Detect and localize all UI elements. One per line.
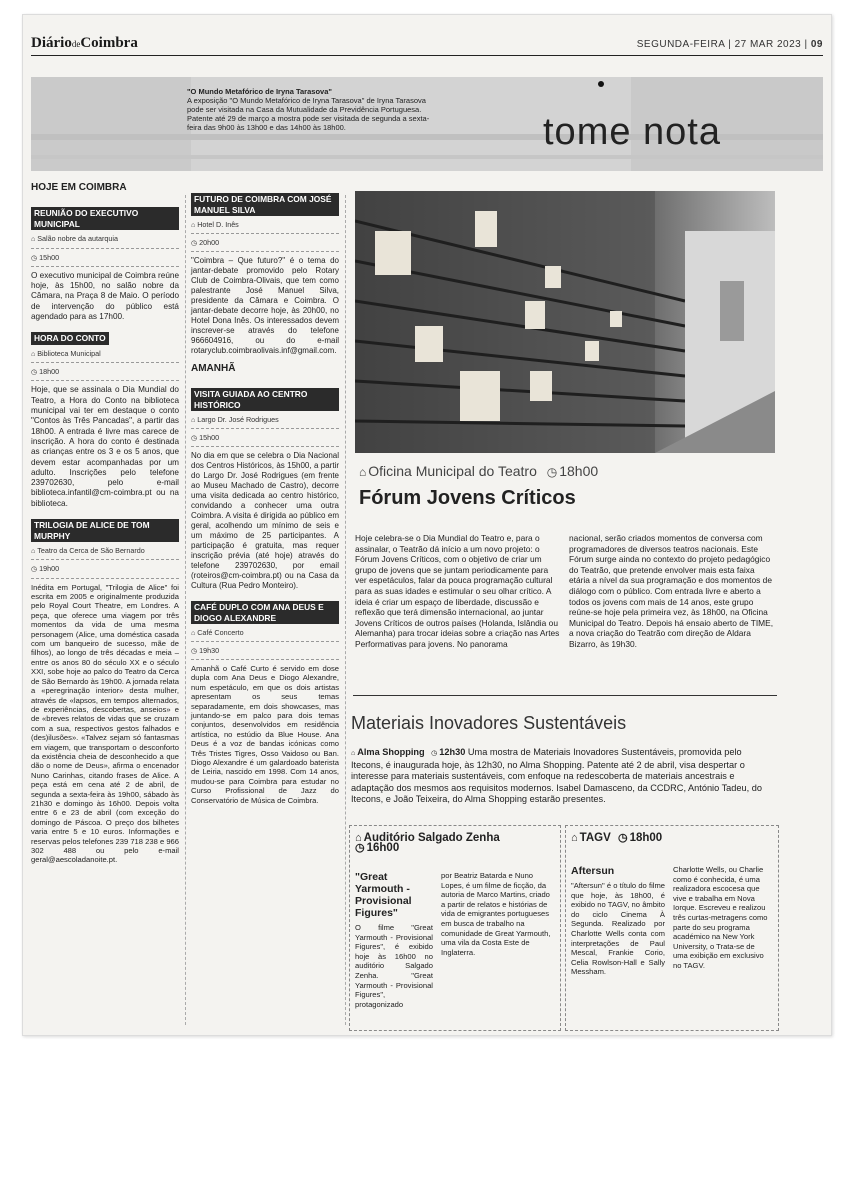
clock-icon: ◷ <box>355 842 365 855</box>
event-place-cafe-duplo <box>191 626 339 642</box>
materiais-heading: Materiais Inovadores Sustentáveis <box>351 713 627 733</box>
location-icon: ⌂ <box>355 832 362 844</box>
salgado-text-right: por Beatriz Batarda e Nuno Lopes, é um filme de ficção, da autoria de Marco Martins, criado a partir de relatos e histórias de vida de emigrantes portugueses em busca de trabalho na comunidade de Great Yarmouth, uma vila da Costa Este de Inglaterra. <box>441 871 551 957</box>
feature-place: Oficina Municipal do Teatro <box>368 463 537 479</box>
location-icon: ⌂ <box>31 236 36 244</box>
date-text: SEGUNDA-FEIRA | 27 MAR 2023 | <box>636 39 808 50</box>
clock-icon: ◷ <box>191 435 198 442</box>
event-title-cafe-duplo: CAFÉ DUPLO COM ANA DEUS E DIOGO ALEXANDRE <box>191 601 339 624</box>
event-place-futuro <box>191 218 339 234</box>
section-title: tome nota <box>543 111 721 153</box>
bookshelf-photo-graphic <box>355 191 775 453</box>
feature-body-left: Hoje celebra-se o Dia Mundial do Teatro e, para o assinalar, o Teatrão dá início a um novo projeto: o Fórum Jovens Críticos, com o objetivo de criar um grupo de jovens que se juntam periodicamente para ver espetáculos, falar da pouca programação cultural para as suas idades e estimular o seu olhar crítico. A ideia é criar um espaço de liberdade, discussão e reflexão que terá dimensão internacional, ao juntar Jovens Críticos de outros países (Holanda, Islândia ou Alemanha) para trocar ideias sobre a criação nas Artes Performativas para jovens. No panorama <box>355 533 560 649</box>
place-text: Largo Dr. José Rodrigues <box>197 415 279 424</box>
event-time-futuro <box>191 236 339 252</box>
tagv-text-right: Charlotte Wells, ou Charlie como é conhecida, é uma realizadora escocesa que vive e trabalha em Nova Iorque. Escreveu e realizou três curtas-metragens como parte do seu programa académico na New York University, o Trata-se de uma exibição em exclusivo no TAGV. <box>673 865 768 970</box>
materiais-time: 12h30 <box>439 747 466 757</box>
event-time-cafe-duplo <box>191 644 339 660</box>
location-icon: ⌂ <box>191 630 196 637</box>
tagv-time: 18h00 <box>629 832 663 844</box>
exhibition-note <box>187 87 437 132</box>
feature-kicker <box>359 463 598 479</box>
location-icon: ⌂ <box>191 417 196 424</box>
column-agenda-2 <box>191 187 339 809</box>
clock-icon: ◷ <box>191 648 198 655</box>
time-text: 15h00 <box>39 252 60 262</box>
clock-icon: ◷ <box>31 369 38 377</box>
time-text: 15h00 <box>199 433 220 442</box>
event-title-reuniao: REUNIÃO DO EXECUTIVO MUNICIPAL <box>31 207 179 230</box>
clock-icon: ◷ <box>431 750 438 757</box>
event-time-trilogia <box>31 562 179 578</box>
materiais-place: Alma Shopping <box>357 747 425 757</box>
tagv-place: TAGV <box>579 832 611 844</box>
event-text-reuniao: O executivo municipal de Coimbra reúne hoje, às 15h00, no salão nobre da Câmara, na Praça 8 de Maio. O período de intervenção do público está agendado para as 17h00. <box>31 270 179 322</box>
salgado-left-col <box>355 871 433 1013</box>
event-title-visita: VISITA GUIADA AO CENTRO HISTÓRICO <box>191 388 339 411</box>
column-divider <box>345 195 346 1025</box>
time-text: 19h30 <box>199 646 220 655</box>
time-text: 20h00 <box>199 238 220 247</box>
exhibition-text: A exposição "O Mundo Metafórico de Iryna Tarasova" de Iryna Tarasova pode ser visitada na Casa da Mutualidade da Previdência Portuguesa. Patente até 29 de março a mostra pode ser visitada de segunda a sexta-feira das 9h00 às 13h00 e das 14h00 às 18h00. <box>187 96 430 132</box>
materiais-block <box>351 747 775 806</box>
salgado-time: 16h00 <box>366 842 400 855</box>
event-time-hora-do-conto <box>31 365 179 381</box>
place-text: Teatro da Cerca de São Bernardo <box>37 546 145 556</box>
feature-headline: Fórum Jovens Críticos <box>359 487 576 509</box>
newspaper-page <box>22 14 832 1036</box>
location-icon: ⌂ <box>31 350 36 358</box>
place-text: Hotel D. Inês <box>197 220 239 229</box>
event-time-reuniao <box>31 251 179 267</box>
feature-body-right: nacional, serão criados momentos de conversa com programadores de diversos teatros nacionais. Este Fórum surge ainda no contexto do projeto pedagógico do Teatrão, que pretende envolver mais esta faixa etária a nível da sua programação e dos momentos de diálogo com o público. Com entrada livre e aberto a todos os jovens com mais de 14 anos, este grupo reúne-se hoje pela primeira vez, às 18h00, na Oficina Municipal do Teatro. Depois há ensaio aberto de TIME, a nova criação do Teatrão com direção de Aldara Bizarro, às 19h30. <box>569 533 774 649</box>
event-time-visita <box>191 431 339 447</box>
place-text: Salão nobre da autarquia <box>37 234 118 244</box>
logo-de: de <box>71 39 81 49</box>
clock-icon: ◷ <box>617 832 628 844</box>
event-text-hora-do-conto: Hoje, que se assinala o Dia Mundial do Teatro, a Hora do Conto na biblioteca municipal vai ter em destaque o conto "Contos às Três Pancadas", a partir das 18h00. A entrada é livre mas carece de inscrição. A hora do conto é destinada as crianças entre os 3 e os 5 anos, que devem estar acompanhadas por um adulto. Inscrições pelo telefone 239702630, pelo e-mail biblioteca.infantil@cm-coimbra.pt ou na biblioteca. <box>31 385 179 508</box>
salgado-film-title: "Great Yarmouth - Provisional Figures" <box>355 871 412 919</box>
tagv-film-title: Aftersun <box>571 865 615 877</box>
date-line <box>637 39 823 50</box>
event-place-reuniao <box>31 232 179 248</box>
place-text: Biblioteca Municipal <box>37 348 101 358</box>
time-text: 19h00 <box>39 564 60 574</box>
time-text: 18h00 <box>39 367 60 377</box>
header-rule <box>31 55 823 56</box>
event-title-hora-do-conto: HORA DO CONTO <box>31 332 109 345</box>
column-divider <box>185 195 186 1025</box>
section-hoje-heading: HOJE EM COIMBRA <box>31 182 127 193</box>
place-text: Café Concerto <box>197 628 244 637</box>
event-place-trilogia <box>31 544 179 560</box>
logo-main: Diário <box>31 35 72 51</box>
column-hoje <box>31 183 179 869</box>
salgado-text-left: O filme "Great Yarmouth - Provisional Figures", é exibido hoje às 16h00 no auditório Salgado Zenha. "Great Yarmouth - Provisional Figures", protagonizado <box>355 923 433 1009</box>
event-text-futuro: "Coimbra – Que futuro?" é o tema do jantar-debate promovido pelo Rotary Club de Coimbra-Olivais, que tem como palestrante José Manuel Silva, presidente da Câmara e Coimbra. O jantar-debate decorre hoje, às 20h00, no Hotel Dona Inês. Os interessados devem inscrever-se através do telefone 966604916, ou do e-mail rotaryclub.coimbraolivais.inf@gmail.com. <box>191 256 339 355</box>
event-text-trilogia: Inédita em Portugal, "Trilogia de Alice" foi escrita em 2005 e originalmente produzida pelo Royal Court Theatre, em Londres. A peça, que oferece uma viagem por três momentos da vida de uma mesma personagem (Alice, uma doméstica casada com um banqueiro de sucesso, mãe de filhos), ao longo de três décadas e meia – entre os anos 80 do século XX e o século XXI, sobe hoje ao palco do Teatro da Cerca de São Bernardo às 19h00. A jornada relata a «peregrinação interior» desta mulher, através de «lapsos, em tempos alternados, de experiências, descobertas, anseios» e de «breves relatos de vidas que se cruzam com a sua, respectivos gestos falhados e (des)ilusões». «Talvez sejam só fantasmas em viagem, que transportam o desconforto da existência cheia de desconhecido a que dão o nome de Deus», afirma o encenador Nuno Carinhas, citando frases de Alice. A peça está em cena até 2 de abril, de segunda a sexta-feira às 19h00, sábado às 21h30 e domingo às 16h00. Depois volta entre 6 e 23 de abril (com exceção do domingo de Páscoa. O preço dos bilhetes varia entre 5 e 10 euros. Informações e reservas pelos telefones 239 718 238 e 966 302 488 ou pelo e-mail geral@aescoladanoite.pt. <box>31 582 179 865</box>
clock-icon: ◷ <box>31 254 38 262</box>
location-icon: ⌂ <box>191 222 196 229</box>
tagv-header <box>571 833 771 843</box>
salgado-place: Auditório Salgado Zenha <box>363 832 500 844</box>
feature-photo <box>355 191 775 453</box>
salgado-header <box>355 833 555 854</box>
tagv-line <box>571 833 771 843</box>
location-icon: ⌂ <box>571 832 578 844</box>
salgado-time-line <box>355 843 555 853</box>
tagv-left-col <box>571 865 665 981</box>
event-place-hora-do-conto <box>31 347 179 363</box>
exhibition-title: "O Mundo Metafórico de Iryna Tarasova" <box>187 87 332 96</box>
event-title-futuro: FUTURO DE COIMBRA COM JOSÉ MANUEL SILVA <box>191 193 339 216</box>
banner-dot <box>598 81 604 87</box>
clock-icon: ◷ <box>31 566 38 574</box>
event-title-trilogia: TRILOGIA DE ALICE DE TOM MURPHY <box>31 519 179 542</box>
event-text-visita: No dia em que se celebra o Dia Nacional dos Centros Históricos, às 15h00, a partir do Largo Dr. José Rodrigues (em frente ao Museu Machado de Castro), decorre uma visita dedicada ao centro histórico, convidando a conhecer uma outra Coimbra. A visita é dirigida ao público em geral, acolhendo um mínimo de seis e um máximo de 25 participantes. A participação é gratuita, mas requer inscrição prévia (até hoje) através do telefone 239702630, por email (roteiros@cm-coimbra.pt) ou na Casa da Cultura (Rua Pedro Monteiro). <box>191 451 339 590</box>
feature-time: 18h00 <box>559 463 599 479</box>
event-text-cafe-duplo: Amanhã o Café Curto é servido em dose dupla com Ana Deus e Diogo Alexandre, num espetáculo, em que os dois artistas apresentam os seus temas separadamente, em dois showcases, mas juntando-se em palco para dois temas conjuntos, desenvolvidos em residência artística, no estúdio da Blue House. Ana Deus é a voz de bandas icónicas como Três Tristes Tigres, Osso Vaidoso ou Ban. Diogo Alexandre é um galardoado baterista de Leiria, nascido em 1998. Com 14 anos, mudou-se para Coimbra para estudar no Curso Profissional de Jazz do Conservatório de Música de Coimbra. <box>191 664 339 805</box>
section-rule <box>353 695 777 696</box>
section-amanha-heading: AMANHÃ <box>191 363 236 374</box>
clock-icon: ◷ <box>191 240 198 247</box>
newspaper-logo <box>31 35 138 52</box>
page-number: 09 <box>810 39 823 50</box>
location-icon: ⌂ <box>359 465 367 479</box>
location-icon: ⌂ <box>31 548 36 556</box>
event-place-visita <box>191 413 339 429</box>
tagv-text-left: "Aftersun" é o título do filme que hoje, às 18h00, é exibido no TAGV, no âmbito do ciclo Cinema À Segunda. Realizado por Charlotte Wells conta com interpretações de Paul Mescal, Frankie Corio, Celia Rowlson-Hall e Sally Messham. <box>571 881 665 977</box>
materiais-text: Uma mostra de Materiais Inovadores Sustentáveis, promovida pelo Itecons, é inaugurada hoje, às 12h30, no Alma Shopping. Patente até 2 de abril, visa despertar o interesse para materiais sustentáveis, com enfoque na redescoberta de materiais ancestrais e adaptação dos mesmos aos requisitos modernos. Isabel Damasceno, da CCDRC, António Tadeu, do Itecons, e João Teixeira, do Alma Shopping estarão presentes. <box>351 747 762 804</box>
logo-city: Coimbra <box>80 35 138 51</box>
location-icon: ⌂ <box>351 750 356 757</box>
clock-icon: ◷ <box>546 465 558 479</box>
